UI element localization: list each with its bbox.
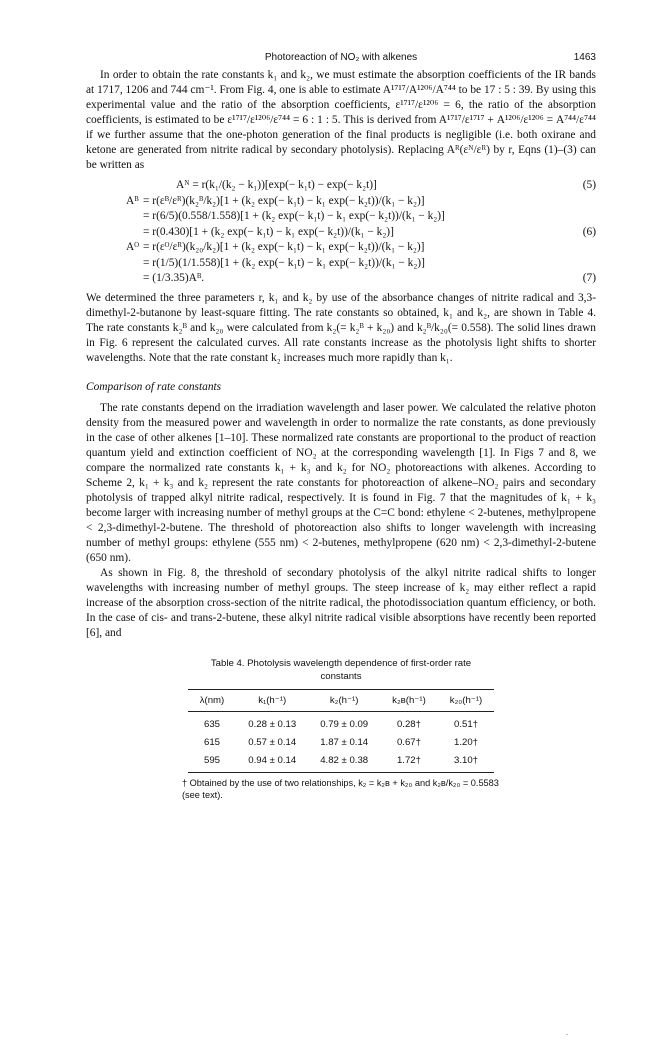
running-header xyxy=(86,50,596,68)
paragraph-secondary-photolysis: As shown in Fig. 8, the threshold of secondary photolysis of the alkyl nitrite radical shifts to longer wavelengths with increasing number of methyl groups. The steep increase of k₂ may either reflect a rapid increase of the absorption cross-section of the nitrite radical, the photodissociation quantum efficiency, or both. In the case of cis- and trans-2-butene, these alkyl nitrite radical visible absorptions have recently been reported [6], and xyxy=(86,566,596,639)
equation-rhs: = r(1/5)(1/1.558)[1 + (k₂ exp(− k₁t) − k₁ exp(− k₂t))/(k₁ − k₂)] xyxy=(143,256,425,269)
table-cell: 635 xyxy=(203,718,220,730)
equation-block xyxy=(86,178,596,287)
equation-rhs: = r(εᴼ/εᴿ)(k₂₀/k₂)[1 + (k₂ exp(− k₁t) − k₁ exp(− k₂t))/(k₁ − k₂)] xyxy=(143,241,425,253)
table-caption xyxy=(86,657,596,683)
table-cell: 4.82 ± 0.38 xyxy=(308,751,380,772)
table-row xyxy=(188,733,495,751)
equation-line xyxy=(86,209,596,225)
table-footnote: † Obtained by the use of two relationships, k₂ = k₂ʙ + k₂₀ and k₂ʙ/k₂₀ = 0.5583 (see text). xyxy=(182,777,499,800)
equation-number: (5) xyxy=(582,179,596,191)
table-cell: 0.51† xyxy=(454,718,479,730)
equation-rhs: = (1/3.35)Aᴮ. xyxy=(143,272,205,284)
equation-lhs: Aᴮ xyxy=(126,194,139,207)
equation-line xyxy=(86,240,596,256)
table-cell: 595 xyxy=(188,751,237,772)
table-caption-line: Table 4. Photolysis wavelength dependence of first-order rate xyxy=(210,657,472,669)
equation-line xyxy=(86,194,596,210)
table-row xyxy=(188,711,495,733)
table-cell: 615 xyxy=(203,736,220,748)
table-cell: 0.28† xyxy=(396,718,421,730)
column-header: λ(nm) xyxy=(188,689,237,711)
table-cell: 0.94 ± 0.14 xyxy=(236,751,308,772)
section-heading: Comparison of rate constants xyxy=(86,380,222,393)
table-cell: 3.10† xyxy=(438,751,495,772)
equation-line xyxy=(86,271,596,287)
table-cell: 1.72† xyxy=(380,751,438,772)
equation-rhs: Aᴺ = r(k₁/(k₂ − k₁))[exp(− k₁t) − exp(− k₂t)] xyxy=(176,179,377,191)
table-header-row xyxy=(188,689,495,711)
table-cell: 0.28 ± 0.13 xyxy=(248,718,297,730)
paragraph-rate-constant-comparison: The rate constants depend on the irradiation wavelength and laser power. We calculated the relative photon density from the measured power and wavelength in order to normalize the rate constants, as done previously in the case of other alkenes [1–10]. These normalized rate constants are proportional to the product of reaction quantum yield and extinction coefficient of NO₂ at the corresponding wavelength [1]. In Figs 7 and 8, we compare the normalized rate constants k₁ + k₃ and k₂ for NO₂ photoreactions with alkenes. According to Scheme 2, k₁ + k₃ and k₂ represent the rate constants for photoreaction of alkene–NO₂ pairs and secondary photolysis of trapped alkyl nitrite radical, respectively. It is found in Fig. 7 that the magnitudes of k₁ + k₃ become larger with increasing number of methyl groups at the C=C bond: ethylene < 2-butenes, methylpropene < 2,3-dimethyl-2-butene. The threshold of photoreaction also shifts to longer wavelength with increasing number of methyl groups: ethylene (555 nm) < 2-butenes, methylpropene (620 nm) < 2,3-dimethyl-2-butene (650 nm). xyxy=(86,401,596,564)
bottom-mark: . xyxy=(566,1028,568,1037)
column-header: k₂₀(h⁻¹) xyxy=(438,689,495,711)
equation-number: (7) xyxy=(582,272,596,284)
table-caption-line: constants xyxy=(320,670,362,682)
column-header: k₂(h⁻¹) xyxy=(308,689,380,711)
rate-constants-table xyxy=(188,689,495,773)
equation-rhs: = r(εᴮ/εᴿ)(k₂ᴮ/k₂)[1 + (k₂ exp(− k₁t) − k₁ exp(− k₂t))/(k₁ − k₂)] xyxy=(143,194,425,207)
table-cell: 0.67† xyxy=(396,736,421,748)
table-cell: 1.20† xyxy=(454,736,479,748)
column-header: k₁(h⁻¹) xyxy=(236,689,308,711)
equation-number: (6) xyxy=(582,225,596,238)
table-cell: 1.87 ± 0.14 xyxy=(320,736,369,748)
equation-line xyxy=(86,178,596,194)
column-header: k₂ʙ(h⁻¹) xyxy=(380,689,438,711)
equation-lhs: Aᴼ xyxy=(126,241,139,253)
table-cell: 0.57 ± 0.14 xyxy=(248,736,297,748)
table-cell: 0.79 ± 0.09 xyxy=(320,718,369,730)
equation-rhs: = r(6/5)(0.558/1.558)[1 + (k₂ exp(− k₁t) − k₁ exp(− k₂t))/(k₁ − k₂)] xyxy=(143,210,445,222)
paragraph-fitting-results: We determined the three parameters r, k₁ and k₂ by use of the absorbance changes of nitrite radical and 3,3-dimethyl-2-butanone by least-square fitting. The rate constants so obtained, k₁ and k₂, are shown in Table 4. The rate constants k₂ᴮ and k₂₀ were calculated from k₂(= k₂ᴮ + k₂₀) and k₂ᴮ/k₂₀(= 0.558). The solid lines drawn in Fig. 6 represent the calculated curves. All rate constants increase as the photolysis light shifts to shorter wavelengths. Note that the rate constant k₂ increases much more rapidly than k₁. xyxy=(86,291,596,364)
paragraph-absorption-coefficients: In order to obtain the rate constants k₁ and k₂, we must estimate the absorption coefficients of the IR bands at 1717, 1206 and 744 cm⁻¹. From Fig. 4, one is able to estimate A¹⁷¹⁷/A¹²⁰⁶/A⁷⁴⁴ to be 17 : 5 : 39. By using this experimental value and the ratio of the absorption coefficients, ε¹⁷¹⁷/ε¹²⁰⁶ = 6, the ratio of the absorption coefficients, is estimated to be ε¹⁷¹⁷/ε¹²⁰⁶/ε⁷⁴⁴ = 6 : 1 : 5. This is derived from A¹⁷¹⁷/ε¹⁷¹⁷ + A¹²⁰⁶/ε¹²⁰⁶ = A⁷⁴⁴/ε⁷⁴⁴ if we further assume that the one-photon generation of the final products is negligible (i.e. both oxirane and ketone are generated from nitrite radical by secondary photolysis). Replacing Aᴿ(εᴺ/εᴿ) by r, Eqns (1)–(3) can be written as xyxy=(86,69,596,171)
equation-line xyxy=(86,256,596,272)
equation-line xyxy=(86,225,596,241)
table-row xyxy=(188,751,495,772)
page-number: 1463 xyxy=(573,52,596,63)
journal-page xyxy=(86,50,596,801)
running-title: Photoreaction of NO₂ with alkenes xyxy=(264,52,418,63)
equation-rhs: = r(0.430)[1 + (k₂ exp(− k₁t) − k₁ exp(− k₂t))/(k₁ − k₂)] xyxy=(143,225,394,238)
